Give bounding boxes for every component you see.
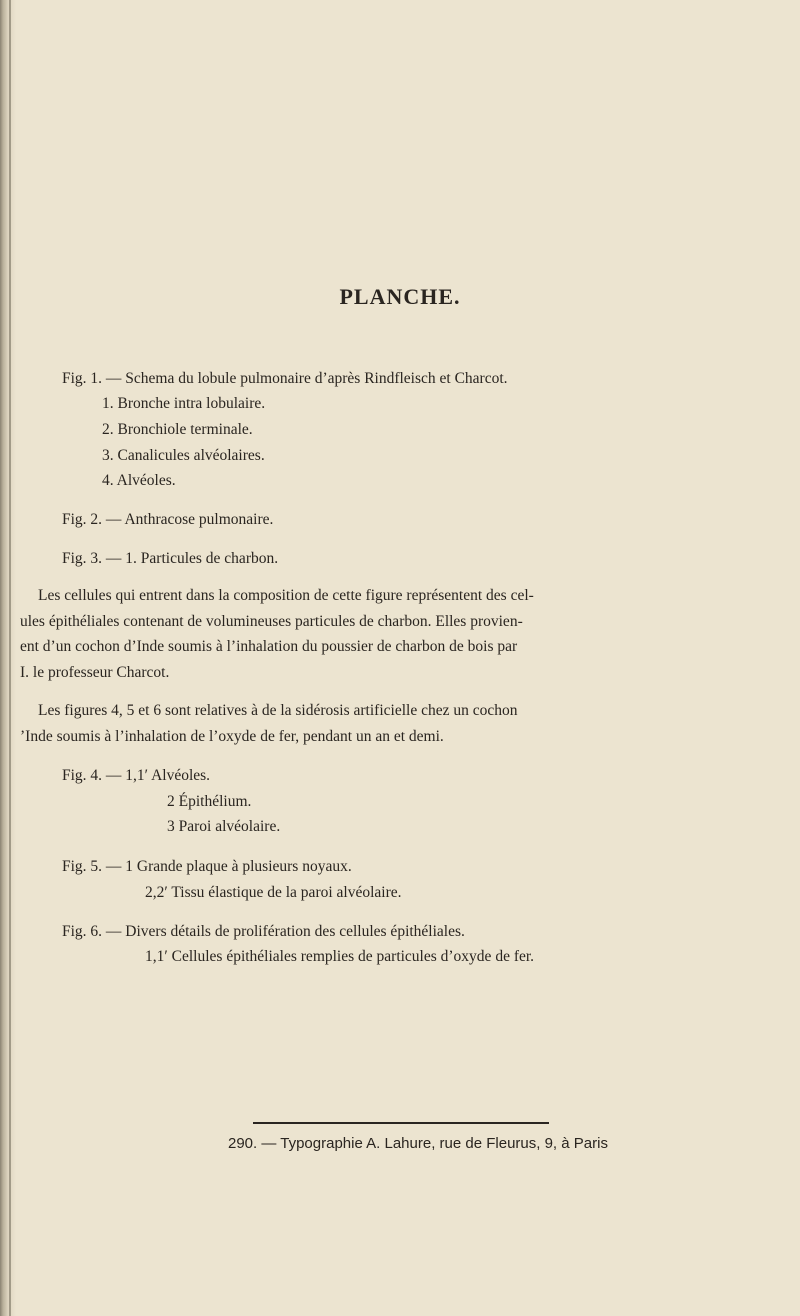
paragraph-line: ent d’un cochon d’Inde soumis à l’inhalation du poussier de charbon de bois par	[20, 638, 518, 655]
page-gutter-shadow	[0, 0, 16, 1316]
footer-rule	[253, 1122, 549, 1124]
fig4-item-2: 2 Épithélium.	[167, 793, 252, 810]
fig1-item-3: 3. Canalicules alvéolaires.	[102, 447, 265, 464]
fig4-heading: Fig. 4. — 1,1′ Alvéoles.	[62, 767, 211, 784]
fig1-item-2: 2. Bronchiole terminale.	[102, 421, 253, 438]
paragraph-line: I. le professeur Charcot.	[20, 664, 170, 681]
fig5-item-2: 2,2′ Tissu élastique de la paroi alvéolaire.	[145, 884, 402, 901]
paragraph-line: Les cellules qui entrent dans la composition de cette figure représentent des cel-	[38, 587, 534, 604]
fig1-heading: Fig. 1. — Schema du lobule pulmonaire d’après Rindfleisch et Charcot.	[62, 370, 508, 387]
fig5-heading: Fig. 5. — 1 Grande plaque à plusieurs noyaux.	[62, 858, 352, 875]
fig2-heading: Fig. 2. — Anthracose pulmonaire.	[62, 511, 274, 528]
printer-footer: 290. — Typographie A. Lahure, rue de Fleurus, 9, à Paris	[228, 1135, 608, 1152]
page-title: PLANCHE.	[339, 284, 461, 309]
fig6-item-1: 1,1′ Cellules épithéliales remplies de particules d’oxyde de fer.	[145, 948, 535, 965]
fig3-heading: Fig. 3. — 1. Particules de charbon.	[62, 550, 279, 567]
paragraph-line: Les figures 4, 5 et 6 sont relatives à de la sidérosis artificielle chez un cochon	[38, 702, 518, 719]
paragraph-line: ules épithéliales contenant de volumineuses particules de charbon. Elles provien-	[20, 613, 523, 630]
binding-edge	[9, 0, 11, 1316]
paragraph-line: ’Inde soumis à l’inhalation de l’oxyde de fer, pendant un an et demi.	[20, 728, 444, 745]
fig1-item-1: 1. Bronche intra lobulaire.	[102, 395, 266, 412]
fig1-item-4: 4. Alvéoles.	[102, 472, 176, 489]
fig4-item-3: 3 Paroi alvéolaire.	[167, 818, 281, 835]
fig6-heading: Fig. 6. — Divers détails de prolifération des cellules épithéliales.	[62, 923, 465, 940]
